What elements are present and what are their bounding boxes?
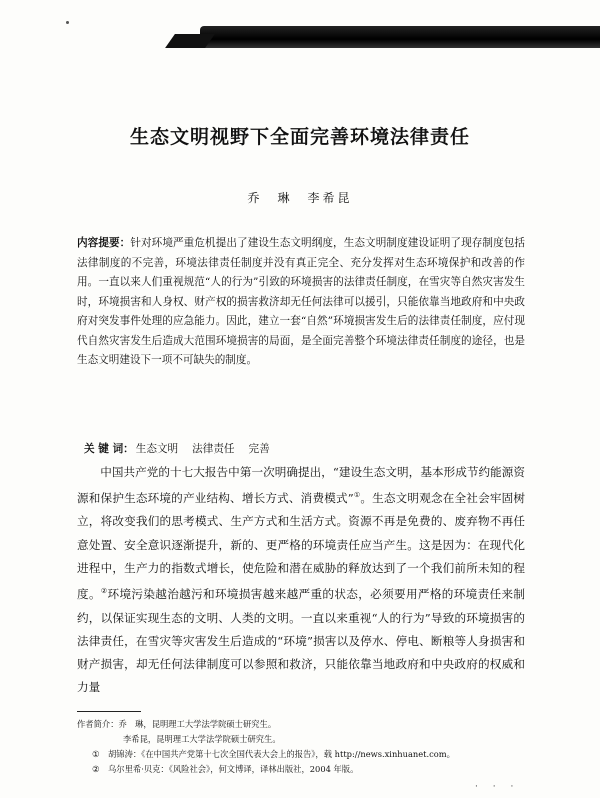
footnote-ref: ② (100, 587, 108, 596)
footnote-mark: ② (92, 764, 100, 774)
footnotes (77, 717, 527, 777)
abstract-label: 内容提要： (77, 237, 131, 249)
keyword-item: 完善 (248, 443, 270, 455)
author-note-label: 作者简介： (77, 719, 119, 729)
keyword-item: 法律责任 (192, 443, 235, 455)
scan-specks: · · · (475, 782, 520, 792)
abstract (77, 234, 525, 371)
footnote-divider (77, 711, 141, 712)
body-text-part: 。生态文明观念在全社会牢固树立，将改变我们的思考模式、生产方式和生活方式。资源不再是免费的、废弃物不再任意处置、安全意识逐渐提升，新的、更严格的环境责任应当产生。这是因为：在现代化进程中，生产力的指数式增长，使危险和潜在威胁的释放达到了一个我们前所未知的程度。 (77, 491, 525, 602)
footnote-text: 乌尔里希·贝克：《风险社会》，何文博译，译林出版社，2004 年版。 (108, 764, 359, 774)
footnote-ref: ① (353, 491, 361, 500)
author-note (77, 717, 527, 732)
body-text-part: 中国共产党的十七大报告中第一次明确提出，“建设生态文明，基本形成节约能源资源和保护生态环境的产业结构、增长方式、消费模式” (77, 465, 525, 506)
body-text-part: 环境污染越治越污和环境损害越来越严重的状态，必须要用严格的环境责任来制约，以保证实现生态的文明、人类的文明。一直以来重视“人的行为”导致的环境损害的法律责任，在雪灾等灾害发生后造成的“环境”损害以及停水、停电、断粮等人身损害和财产损害，却无任何法律制度可以参照和救济，只能依靠当地政府和中央政府的权威和力量 (77, 587, 525, 695)
header-bar-decoration (200, 26, 600, 48)
footnote-mark: ① (92, 749, 100, 759)
article-authors: 乔 琳 李希昆 (247, 191, 353, 205)
keywords (84, 440, 524, 459)
scan-speck (66, 21, 69, 24)
keywords-label: 关 键 词： (84, 443, 134, 455)
footnote-2 (77, 762, 527, 777)
keyword-item: 生态文明 (135, 443, 179, 455)
body-paragraph (77, 461, 525, 700)
abstract-text: 针对环境严重危机提出了建设生态文明纲度，生态文明制度建设证明了现存制度包括法律制度的不完善，环境法律责任制度并没有真正完全、充分发挥对生态环境保护和改善的作用。一直以来人们重视规范“人的行为”引致的环境损害的法律责任制度，在雪灾等自然灾害发生时，环境损害和人身权、财产权的损害救济却无任何法律可以援引，只能依靠当地政府和中央政府对突发事件处理的应急能力。因此，建立一套“自然”环境损害发生后的法律责任制度，应付现代自然灾害发生后造成大范围环境损害的局面，是全面完善整个环境法律责任制度的途径，也是生态文明建设下一项不可缺失的制度。 (77, 237, 525, 366)
footnote-1 (77, 747, 527, 762)
article-title: 生态文明视野下全面完善环境法律责任 (129, 126, 470, 148)
author-note-1: 乔 琳，昆明理工大学法学院硕士研究生。 (118, 719, 277, 729)
footnote-text: 胡锦涛：《在中国共产党第十七次全国代表大会上的报告》，载 http://news.xinhuanet.com。 (108, 749, 455, 759)
author-note-2: 李希昆，昆明理工大学法学院硕士研究生。 (123, 734, 281, 744)
